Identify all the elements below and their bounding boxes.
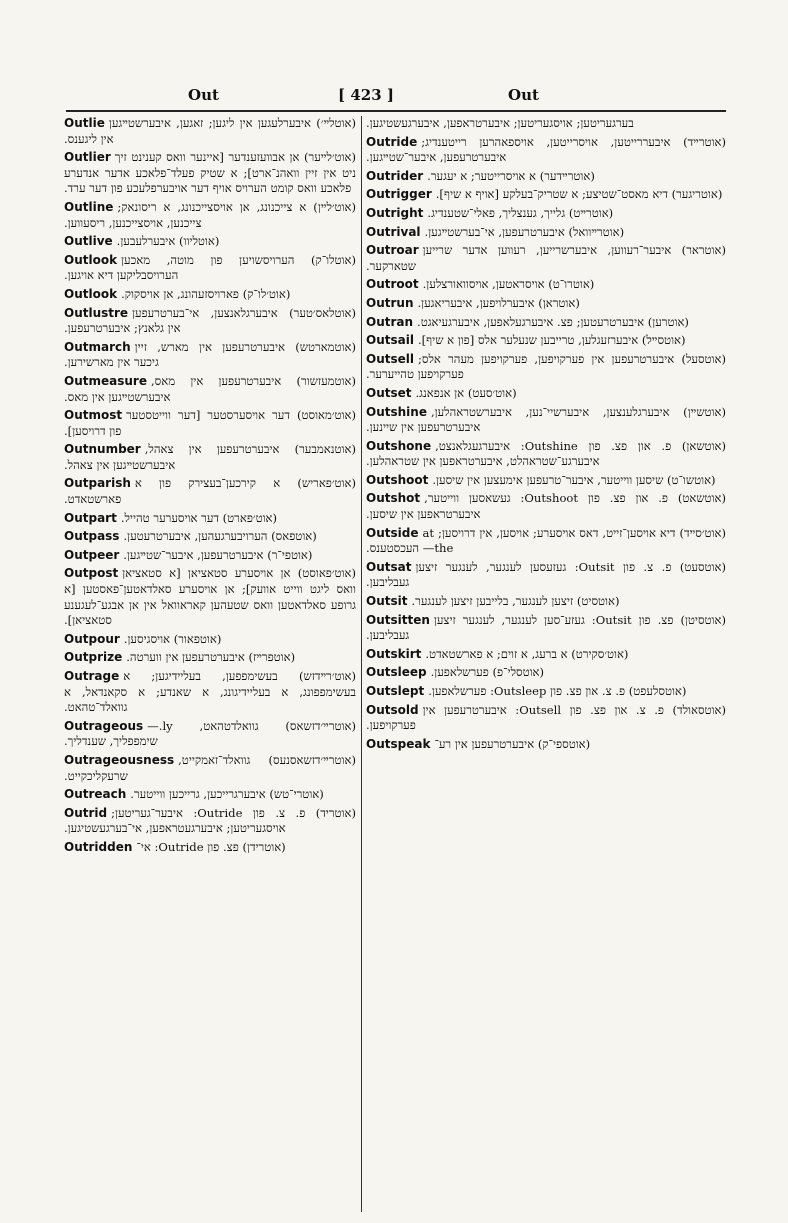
- entry-definition: (אוטסײל) איבערזעגלען, טרייבען שנעלער אלס [פון א שיף].: [417, 333, 686, 348]
- entry-definition: (אוטסיטן) פצ. פון Outsit: געזע־סען לענגער, לענגער זיצען געבליבען.: [366, 612, 726, 643]
- dictionary-entry: [366, 665, 726, 681]
- entry-headword: Outprize: [64, 650, 123, 665]
- entry-headword: Outsit: [366, 594, 408, 609]
- dictionary-entry: [64, 632, 356, 648]
- dictionary-entry: [64, 548, 356, 564]
- header-right-guide-word: Out: [508, 86, 539, 104]
- entry-headword: Outrage: [64, 669, 120, 683]
- entry-definition: (אוטנאמבער) איבערטרעפען אין צאהל, איבערשטײגען אין צאהל.: [64, 442, 356, 472]
- entry-headword: Outlie: [64, 116, 105, 130]
- dictionary-entry: [366, 135, 726, 166]
- dictionary-entry: [366, 703, 726, 734]
- dictionary-entry: [366, 473, 726, 489]
- dictionary-entry: [366, 737, 726, 753]
- entry-headword: Outrider: [366, 168, 424, 183]
- dictionary-entry: [64, 200, 356, 231]
- dictionary-entry: [366, 491, 726, 522]
- entry-definition: (אוטרו־ט) אויסראטען, אויסוואורצלען.: [422, 277, 595, 292]
- header-rule: [66, 110, 726, 112]
- entry-definition: (אוטסלי־פ) פערשלאפען.: [430, 665, 545, 680]
- entry-definition: (אוט׳פארט) דער אויסערער טהייל.: [120, 510, 278, 525]
- entry-headword: Outright: [366, 205, 424, 220]
- dictionary-entry: [64, 476, 356, 507]
- entry-headword: Outsail: [366, 333, 414, 348]
- entry-definition: (אוטפאס) הערויבערגעהען, איבערטרעטען.: [123, 529, 317, 544]
- entry-definition: (אוטלאס׳טער) איבערגלאנצען, אי־בערטרעפען אין גלאנץ; איבערטרעפען.: [64, 305, 356, 336]
- dictionary-entry: [64, 566, 356, 628]
- entry-definition: (אוט׳לײן) א צייכנונג, אן אויסצייכנונג, א ריסונאק; צייכנען, אויסצייכנען, ריסעווען.: [64, 199, 356, 230]
- entry-headword: Outlive: [64, 234, 113, 249]
- dictionary-entry: [64, 340, 356, 371]
- entry-headword: Outmeasure: [64, 373, 147, 388]
- entry-headword: Outran: [366, 314, 414, 329]
- dictionary-entry: [64, 408, 356, 439]
- entry-headword: Outreach: [64, 787, 127, 802]
- entry-headword: Outshine: [366, 404, 427, 419]
- dictionary-entry: [366, 187, 726, 203]
- dictionary-entry: [64, 669, 356, 716]
- dictionary-entry: [64, 306, 356, 337]
- dictionary-entry: [64, 234, 356, 250]
- entry-definition: (אוטספי־ק) איבערטרעפען אין רע־: [434, 736, 591, 751]
- dictionary-entry: [64, 253, 356, 284]
- dictionary-entry: [64, 806, 356, 837]
- entry-definition: (אוטרען) איבערטרעטען; פצ. איבערגעלאפען, איבערגעיאגט.: [417, 314, 689, 329]
- entry-headword: Outmarch: [64, 339, 131, 354]
- entry-headword: Outshone: [366, 438, 432, 453]
- entry-definition: (אוטשו־ט) שיסען ווייטער, איבער־טרעפען אימעצען אין שיסען.: [432, 472, 716, 487]
- entry-definition: (אוטמארטש) איבערטרעפען אין מארש, זיין גיכער אין מארשירען.: [64, 339, 356, 370]
- entry-headword: Outside: [366, 525, 419, 540]
- entry-headword: Outrun: [366, 295, 414, 310]
- entry-definition: (אוטרײדער) א אויסרייטער; א יעגער.: [427, 168, 595, 183]
- entry-headword: Outlook: [64, 286, 118, 301]
- entry-headword: Outlook: [64, 252, 118, 267]
- entry-definition: (אוט׳מאוסט) דער אויסערסטער [דער ווייטסטער פון דרויסען].: [64, 408, 356, 438]
- dictionary-entry: [366, 315, 726, 331]
- entry-headword: Outsleep: [366, 665, 427, 680]
- dictionary-entry: [366, 296, 726, 312]
- entry-definition: (אוטשאן) פ. און פצ. פון Outshine: איבערגעגלאנצט, איבערגע־שטראהלט, איבערטראפען אין שטראהלען.: [366, 438, 726, 469]
- dictionary-entry: [366, 386, 726, 402]
- entry-definition: בערגעריטען; אויסגעריטען; איבערטראפען, איבערגעשטיגען.: [366, 116, 634, 130]
- entry-definition: (אוטסלעפט) פ. צ. און פצ. פון Outsleep: פערשלאפען.: [428, 684, 687, 698]
- entry-definition: (אוט׳פאוסט) אן אויסערע סטאציאן [א סטאציאן וואס ליגט ווייט אוועק]; אן אויסערע סאלדאטען־פאסטען [א גרופע סאלדאטען וואס שטעהען קאראוואל אין אן אבגע־לעגענע סטאציאן].: [64, 566, 356, 628]
- entry-headword: Outpour: [64, 631, 120, 646]
- dictionary-entry: [64, 150, 356, 197]
- entry-definition: (אוטשאט) פ. און פצ. פון Outshoot: געשאסען ווייטער, איבערטראפען אין שיסען.: [366, 491, 726, 522]
- entry-headword: Outrival: [366, 224, 421, 239]
- right-column: [366, 116, 726, 1216]
- entry-definition: (אוטפי־ר) איבערטרעפען, איבער־שטײגען.: [123, 547, 313, 562]
- dictionary-entry: [366, 225, 726, 241]
- entry-headword: Outrigger: [366, 187, 432, 202]
- dictionary-entry: [64, 787, 356, 803]
- entry-headword: Outsell: [366, 351, 414, 366]
- entry-definition: (אוט׳רײדזש) בעשימפפען, בעליידיגען; א בעשימפפונג, א בעליידיגונג, א שאנדע; א סקאנדאל, א גוואלד־טהאט.: [64, 669, 356, 715]
- dictionary-entry: [366, 684, 726, 700]
- entry-definition: (אוט׳סײד) דיא אויסען־זייט, דאס אויסערע; אויסען, אין דרויסען; at the— העכסטענס.: [366, 525, 726, 556]
- dictionary-entry: [366, 116, 726, 132]
- entry-headword: Outspeak: [366, 736, 431, 751]
- entry-definition: (אוטרידן) פצ. פון Outride: אי־: [136, 839, 286, 854]
- left-column: [64, 116, 356, 1216]
- dictionary-entry: [366, 594, 726, 610]
- dictionary-entry: [366, 352, 726, 383]
- entry-definition: (אוטסעט) פ. צ. פון Outsit: געזעסען לענגער, לענגער זיצען געבליבען.: [366, 559, 726, 590]
- dictionary-entry: [366, 560, 726, 591]
- entry-definition: (אוטרײט) גלייך, גענצליך, פאלי־שטענדיג.: [427, 205, 614, 220]
- entry-definition: (אוטרי־טש) איבערגרייכען, גרייכען ווייטער.: [130, 787, 324, 802]
- header-left-guide-word: Out: [188, 86, 219, 104]
- entry-headword: Outskirt: [366, 646, 422, 661]
- dictionary-entry: [366, 333, 726, 349]
- entry-definition: (אוטרײ׳דזשאסנעס) גוואלד־זאמקייט, שרעקליכקייט.: [64, 752, 356, 783]
- entry-definition: (אוטריגער) דיא מאסט־שטיצע; א שטריק־בעלקע [אויף א שיף].: [435, 187, 723, 202]
- dictionary-entry: [366, 647, 726, 663]
- dictionary-entry: [64, 374, 356, 405]
- entry-headword: Outsold: [366, 702, 419, 717]
- entry-headword: Outridden: [64, 839, 133, 854]
- entry-definition: (אוטפרײז) איבערטרעפען אין ווערטה.: [126, 650, 296, 665]
- dictionary-entry: [64, 753, 356, 784]
- entry-headword: Outshot: [366, 491, 421, 506]
- dictionary-entry: [64, 529, 356, 545]
- dictionary-entry: [366, 277, 726, 293]
- dictionary-entry: [366, 439, 726, 470]
- entry-definition: (אוטרײד) איבעררייטען, אויסרייטען, אויספאהרען רייטענדיג; איבערטרעפען, איבער־שטײגען.: [366, 134, 726, 165]
- entry-definition: (אוטליוו) איבערלעבען.: [116, 234, 220, 249]
- entry-definition: (אוטסיט) זיצען לענגער, בלייבען זיצען לענגער.: [411, 594, 620, 609]
- dictionary-entry: [64, 650, 356, 666]
- entry-headword: Outpass: [64, 529, 120, 544]
- entry-definition: (אוטראן) איבערלויפען, איבעריאגען.: [417, 295, 580, 310]
- entry-headword: Outset: [366, 385, 412, 400]
- dictionary-entry: [64, 840, 356, 856]
- dictionary-entry: [64, 442, 356, 473]
- entry-headword: Outlier: [64, 150, 111, 165]
- entry-headword: Outrageousness: [64, 752, 175, 767]
- dictionary-entry: [366, 613, 726, 644]
- entry-definition: (אוטריד) פ. צ. פון Outride: איבער־געריטען; אויסגעריטען; איבערגעטראפען, אי־בערגעשטיגען.: [64, 805, 356, 836]
- entry-headword: Outroar: [366, 243, 419, 258]
- dictionary-entry: [366, 169, 726, 185]
- dictionary-entry: [64, 116, 356, 147]
- entry-headword: Outlustre: [64, 305, 129, 320]
- dictionary-entry: [366, 206, 726, 222]
- page-number: [ 423 ]: [338, 86, 394, 104]
- entry-definition: (אוטסאולד) פ. צ. און פצ. פון Outsell: איבערטרעפען אין פערקויפען.: [366, 702, 726, 733]
- dictionary-entry: [366, 405, 726, 436]
- entry-headword: Outroot: [366, 277, 419, 292]
- entry-headword: Outmost: [64, 408, 123, 423]
- entry-definition: (אוטפאור) אויסגיסען.: [123, 631, 222, 646]
- column-divider: [361, 116, 362, 1212]
- entry-definition: (אוטראר) איבער־רעווען, איבערשרייען, רעווען אדער שרייען שטארקער.: [366, 243, 726, 273]
- entry-headword: Outparish: [64, 476, 131, 491]
- entry-definition: (אוטשײן) איבערגלענצען, איבערשיי־נען, איבערשטראהלען, איבערטרעפען אין שיינען.: [366, 404, 726, 435]
- dictionary-entry: [64, 719, 356, 750]
- entry-definition: (אוטלײ׳) איבערלעגען אין ליגען; זאגען, איבערשטײגען אין ליגענס.: [64, 116, 356, 146]
- entry-definition: (אוטרײ׳דזשאס) גוואלדטהאט, ly.— שימפפליך, שענדליך.: [64, 718, 356, 749]
- dictionary-entry: [64, 511, 356, 527]
- entry-definition: (אוט׳פאריש) א קירכען־בעצירק פון א פארשטאדט.: [64, 476, 356, 507]
- entry-headword: Outride: [366, 134, 418, 149]
- entry-headword: Outrageous: [64, 718, 144, 733]
- entry-definition: (אוט׳סקירט) א ברעג, א זוים; א פארשטאדט.: [425, 646, 629, 661]
- entry-headword: Outpost: [64, 566, 119, 581]
- entry-headword: Outnumber: [64, 442, 141, 457]
- dictionary-entry: [64, 287, 356, 303]
- entry-definition: (אוט׳לײער) אן אבוועזענדער [איינער וואס קענינט זיך ניט אין זיין וואהנ־ארט]; א שטיק פעלד־פלאכע אדער אנדערע פלאכע וואס קומט הערויס אויף דער אויבערפלעכע פון דער ערד.: [64, 150, 356, 196]
- entry-headword: Outpart: [64, 510, 117, 525]
- entry-headword: Outsitten: [366, 612, 430, 627]
- entry-definition: (אוטסעל) איבערטרעפען אין פערקויפען, פערקויפען מעהר אלס; פערקויפען טהייערער.: [366, 351, 726, 382]
- dictionary-entry: [366, 243, 726, 274]
- entry-definition: (אוט׳סעט) אן אנפאנג.: [415, 385, 517, 400]
- entry-headword: Outshoot: [366, 472, 429, 487]
- entry-headword: Outline: [64, 199, 114, 214]
- entry-definition: (אוטלו־ק) הערויסשויען פון מוטה, מאכען הערויסבליקען דיא אויגען.: [64, 252, 356, 283]
- entry-headword: Outpeer: [64, 547, 120, 562]
- entry-headword: Outslept: [366, 684, 425, 698]
- entry-definition: (אוטמעזשור) איבערטרעפען אין מאס, איבערשטײגען אין מאס.: [64, 373, 356, 404]
- dictionary-entry: [366, 526, 726, 557]
- entry-definition: (אוט׳לו־ק) פארויסזעהונג, אן אויסקוק.: [121, 286, 291, 301]
- entry-definition: (אוטרײוואל) איבערטרעפען, אי־בערשטײגען.: [424, 224, 625, 239]
- entry-headword: Outsat: [366, 559, 412, 574]
- entry-headword: Outrid: [64, 805, 108, 820]
